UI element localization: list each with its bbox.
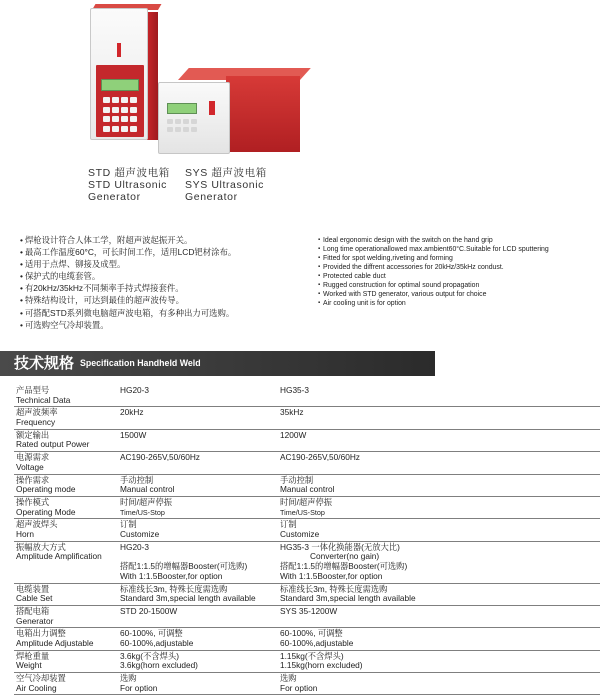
spec-cell-line: AC190-265V,50/60Hz xyxy=(120,452,200,463)
spec-cell-line: 选购 xyxy=(120,673,137,684)
spec-cell-line: 标准线长3m, 特殊长度需选购 xyxy=(280,583,388,594)
spec-cell-line: AC190-265V,50/60Hz xyxy=(280,452,360,463)
spec-row xyxy=(14,385,600,407)
spec-row xyxy=(14,452,600,474)
sys-caption-line: SYS Ultrasonic xyxy=(185,179,265,191)
spec-cell-line: Time/US-Stop xyxy=(280,507,325,517)
feature-item-cn: • 最高工作温度60°C，可长时间工作，适用LCD钯材涂布。 xyxy=(20,246,320,258)
sys-buttons xyxy=(167,119,197,133)
spec-cell-line: 1.15kg(不含焊头) xyxy=(280,650,344,661)
spec-cell-line: 1200W xyxy=(280,429,307,440)
spec-cell-line: For option xyxy=(120,682,158,693)
spec-cell-line: 时间/超声停振 xyxy=(280,496,333,507)
spec-row xyxy=(14,628,600,650)
spec-cell-line: 标准线长3m, 特殊长度需选购 xyxy=(120,583,228,594)
feature-item-cn: • 可搭配STD系列微电脑超声波电箱，有多种出力可选购。 xyxy=(20,307,320,319)
spec-header-bar xyxy=(0,351,435,376)
spec-cell-line: Voltage xyxy=(16,461,44,472)
spec-label-cell xyxy=(16,476,120,495)
spec-cell-line: Generator xyxy=(16,615,54,626)
sys-generator-image xyxy=(158,76,302,158)
spec-cell-line: 超声波频率 xyxy=(16,407,58,418)
sys-lcd-display xyxy=(167,103,197,114)
spec-cell-line: With 1:1.5Booster,for option xyxy=(280,570,383,581)
feature-item-en: ▪ Ideal ergonomic design with the switch on the hand grip xyxy=(318,236,600,245)
spec-hg20-cell xyxy=(120,652,280,671)
spec-cell-line: Horn xyxy=(16,529,34,540)
spec-cell-line: 焊枪重量 xyxy=(16,650,50,661)
spec-label-cell xyxy=(16,386,120,405)
spec-cell-line: Frequency xyxy=(16,417,56,428)
spec-row xyxy=(14,673,600,695)
spec-cell-line: Amplitude Amplification xyxy=(16,551,102,562)
spec-row xyxy=(14,407,600,429)
spec-hg35-cell xyxy=(280,674,480,693)
spec-cell-line: 订制 xyxy=(280,519,297,530)
feature-item-en: ▪ Long time operationallowed max.ambient60°C.Suitable for LCD sputtering xyxy=(318,245,600,254)
spec-table xyxy=(14,385,600,695)
spec-cell-line: HG20-3 xyxy=(120,385,150,395)
spec-row xyxy=(14,606,600,628)
feature-item-en: ▪ Rugged construction for optimal sound propagation xyxy=(318,281,600,290)
feature-item-cn: • 特殊结构设计，可达到最佳的超声波传导。 xyxy=(20,294,320,306)
sys-caption-line: Generator xyxy=(185,191,238,203)
spec-cell-line: 1.15kg(horn excluded) xyxy=(280,660,363,671)
spec-label-cell xyxy=(16,674,120,693)
features-list-en xyxy=(318,236,600,308)
spec-hg20-cell xyxy=(120,543,280,582)
spec-cell-line: Cable Set xyxy=(16,593,53,604)
spec-cell-line: Converter(no gain) xyxy=(310,551,380,562)
spec-label-cell xyxy=(16,607,120,626)
spec-cell-line: 超声波焊头 xyxy=(16,519,58,530)
feature-item-en: ▪ Worked with STD generator, various output for choice xyxy=(318,290,600,299)
spec-row xyxy=(14,651,600,673)
feature-item-en: ▪ Provided the diffrent accessories for 20kHz/35kHz condust. xyxy=(318,263,600,272)
spec-cell-line: 订制 xyxy=(120,519,137,530)
feature-item-en: ▪ Air cooling unit is for option xyxy=(318,299,600,308)
spec-hg20-cell xyxy=(120,453,280,463)
spec-row xyxy=(14,430,600,452)
spec-cell-line: 60-100%, 可调整 xyxy=(280,628,343,639)
spec-cell-line: 搭配1:1.5的增幅器Booster(可选购) xyxy=(280,561,408,572)
spec-cell-line: 60-100%, 可调整 xyxy=(120,628,183,639)
spec-hg20-cell xyxy=(120,629,280,648)
spec-cell-line: 手动控制 xyxy=(120,474,154,485)
spec-hg35-cell xyxy=(280,408,480,418)
std-lcd-display xyxy=(101,79,139,91)
spec-hg35-cell xyxy=(280,476,480,495)
spec-cell-line: HG20-3 xyxy=(120,541,150,552)
spec-hg20-cell xyxy=(120,674,280,693)
spec-cell-line: Standard 3m,special length available xyxy=(120,593,256,604)
feature-item-en: ▪ Fitted for spot welding,riveting and forming xyxy=(318,254,600,263)
spec-hg35-cell xyxy=(280,652,480,671)
spec-title-en: Specification Handheld Weld xyxy=(80,358,201,368)
spec-cell-line: STD 20-1500W xyxy=(120,605,178,616)
spec-cell-line: Operating mode xyxy=(16,484,76,495)
spec-label-cell xyxy=(16,629,120,648)
spec-row xyxy=(14,584,600,606)
spec-cell-line: 操作模式 xyxy=(16,496,50,507)
std-caption xyxy=(88,167,170,203)
spec-label-cell xyxy=(16,543,120,562)
spec-cell-line: HG35-3 xyxy=(280,385,310,395)
spec-hg35-cell xyxy=(280,585,480,604)
spec-label-cell xyxy=(16,520,120,539)
spec-cell-line: 产品型号 xyxy=(16,385,50,395)
feature-item-cn: • 焊枪设计符合人体工学，附超声波起振开关。 xyxy=(20,234,320,246)
spec-label-cell xyxy=(16,498,120,517)
feature-item-cn: • 保护式的电缆套管。 xyxy=(20,270,320,282)
spec-hg20-cell xyxy=(120,408,280,418)
spec-cell-line: Amplitude Adjustable xyxy=(16,638,94,649)
spec-cell-line: Operating Mode xyxy=(16,506,76,517)
spec-hg35-cell xyxy=(280,453,480,463)
spec-cell-line: Customize xyxy=(280,529,320,540)
spec-cell-line: Standard 3m,special length available xyxy=(280,593,416,604)
spec-cell-line: 3.6kg(不含焊头) xyxy=(120,650,180,661)
spec-hg20-cell xyxy=(120,386,280,396)
spec-cell-line: Manual control xyxy=(280,484,335,495)
spec-cell-line: 1500W xyxy=(120,429,147,440)
spec-cell-line: 60-100%,adjustable xyxy=(280,638,354,649)
feature-item-cn: • 适用于点焊、铆接及成型。 xyxy=(20,258,320,270)
spec-label-cell xyxy=(16,652,120,671)
spec-row xyxy=(14,497,600,519)
features-list-cn xyxy=(20,234,320,331)
spec-hg20-cell xyxy=(120,431,280,441)
spec-hg35-cell xyxy=(280,543,480,582)
spec-hg35-cell xyxy=(280,498,480,517)
feature-item-cn: • 可选购空气冷却装置。 xyxy=(20,319,320,331)
feature-item-cn: • 有20kHz/35kHz不同频率手持式焊接套件。 xyxy=(20,282,320,294)
feature-item-en: ▪ Protected cable duct xyxy=(318,272,600,281)
spec-cell-line: 时间/超声停振 xyxy=(120,496,173,507)
spec-hg20-cell xyxy=(120,498,280,517)
spec-cell-line: Technical Data xyxy=(16,394,71,405)
spec-cell-line: 振幅放大方式 xyxy=(16,541,66,552)
std-keypad xyxy=(103,97,137,133)
spec-cell-line: Weight xyxy=(16,660,42,671)
spec-cell-line: Time/US-Stop xyxy=(120,507,165,517)
product-illustration xyxy=(0,0,600,225)
spec-cell-line: 35kHz xyxy=(280,407,304,418)
spec-cell-line: 20kHz xyxy=(120,407,144,418)
spec-cell-line: 60-100%,adjustable xyxy=(120,638,194,649)
spec-row xyxy=(14,475,600,497)
spec-hg20-cell xyxy=(120,607,280,617)
spec-label-cell xyxy=(16,585,120,604)
spec-cell-line: 搭配1:1.5的增幅器Booster(可选购) xyxy=(120,561,248,572)
spec-hg35-cell xyxy=(280,607,480,617)
spec-cell-line: HG35-3 一体化换能器(无放大比) xyxy=(280,541,400,552)
std-caption-line: STD 超声波电箱 xyxy=(88,167,170,179)
std-generator-image xyxy=(90,8,158,146)
spec-cell-line: Rated output Power xyxy=(16,439,90,450)
std-caption-line: STD Ultrasonic xyxy=(88,179,167,191)
spec-hg35-cell xyxy=(280,431,480,441)
spec-title-cn: 技术规格 xyxy=(14,355,75,372)
spec-cell-line: 额定输出 xyxy=(16,429,50,440)
spec-hg35-cell xyxy=(280,386,480,396)
spec-cell-line: 3.6kg(horn excluded) xyxy=(120,660,198,671)
sys-caption xyxy=(185,167,267,203)
spec-cell-line: Customize xyxy=(120,529,160,540)
spec-hg20-cell xyxy=(120,520,280,539)
spec-cell-line: With 1:1.5Booster,for option xyxy=(120,570,223,581)
spec-row xyxy=(14,519,600,541)
spec-hg20-cell xyxy=(120,585,280,604)
spec-cell-line: 操作需求 xyxy=(16,474,50,485)
spec-cell-line: 电缆装置 xyxy=(16,583,50,594)
spec-cell-line: 搭配电箱 xyxy=(16,605,50,616)
std-caption-line: Generator xyxy=(88,191,141,203)
spec-hg20-cell xyxy=(120,476,280,495)
spec-cell-line: 手动控制 xyxy=(280,474,314,485)
spec-row xyxy=(14,542,600,584)
spec-cell-line: Air Cooling xyxy=(16,682,57,693)
spec-hg35-cell xyxy=(280,520,480,539)
spec-cell-line: 选购 xyxy=(280,673,297,684)
spec-cell-line: 电箱出力调整 xyxy=(16,628,66,639)
spec-label-cell xyxy=(16,408,120,427)
spec-label-cell xyxy=(16,431,120,450)
spec-hg35-cell xyxy=(280,629,480,648)
spec-cell-line: Manual control xyxy=(120,484,175,495)
spec-cell-line: 空气冷却装置 xyxy=(16,673,66,684)
sys-caption-line: SYS 超声波电箱 xyxy=(185,167,267,179)
spec-cell-line: 电源需求 xyxy=(16,452,50,463)
spec-label-cell xyxy=(16,453,120,472)
spec-cell-line: For option xyxy=(280,682,318,693)
spec-cell-line: SYS 35-1200W xyxy=(280,605,338,616)
